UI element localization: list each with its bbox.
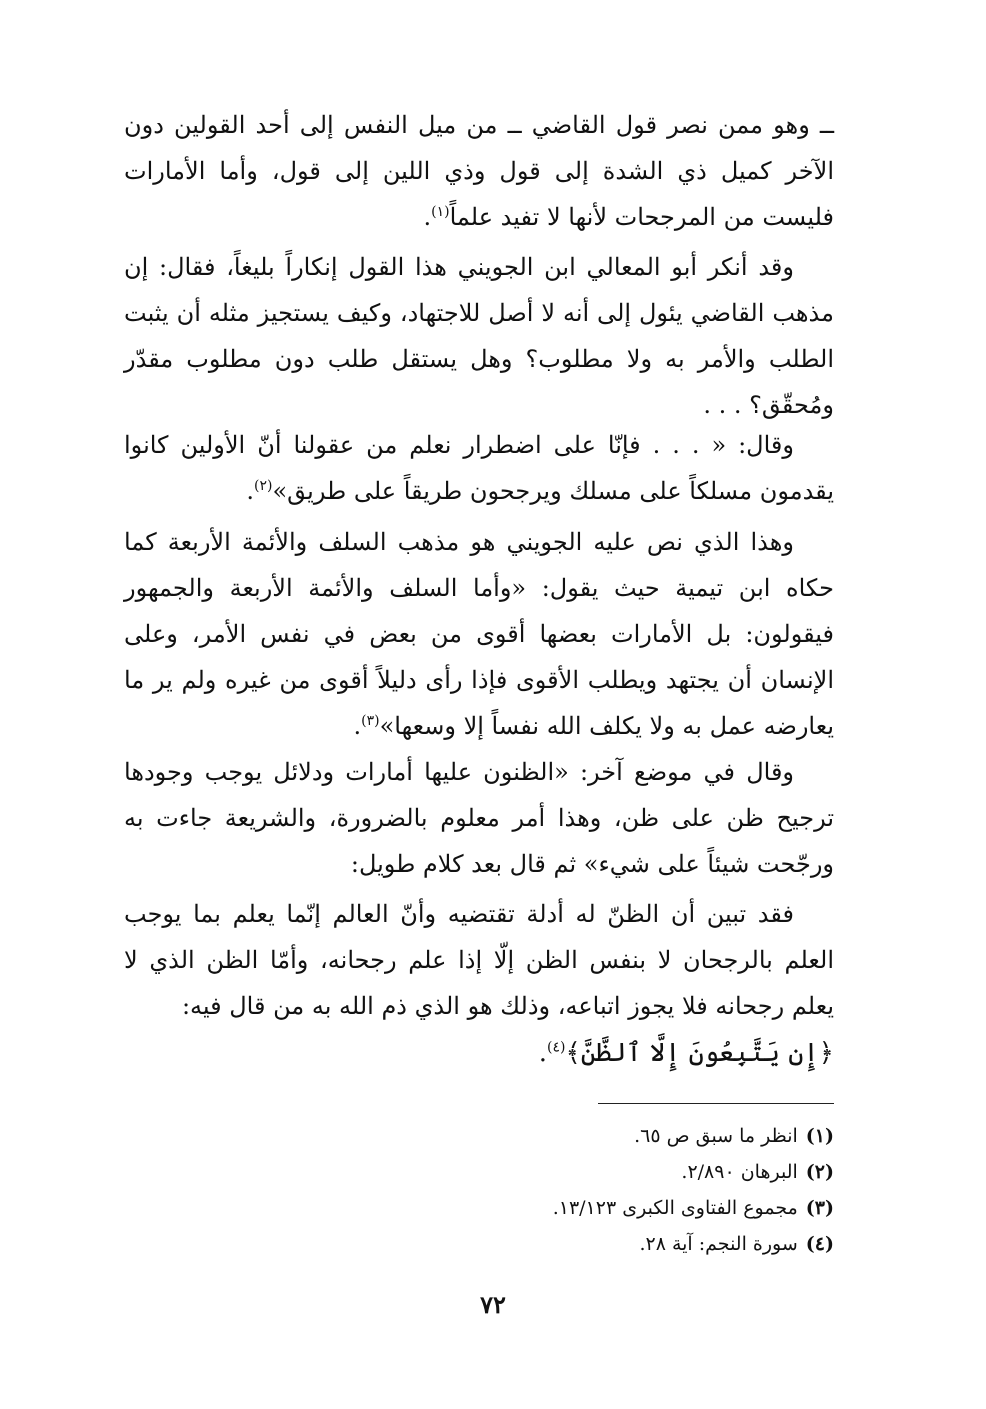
footnote-text: مجموع الفتاوى الكبرى ١٣/١٢٣.	[552, 1197, 798, 1219]
paragraph-text: فقد تبين أن الظنّ له أدلة تقتضيه وأنّ العالم إنّما يعلم بما يوجب العلم بالرجحان لا بنفس الظن إلّا إذا علم رجحانه، وأمّا الظن الذي لا يعلم رجحانه فلا يجوز اتباعه، وذلك هو الذي ذم الله به من قال فيه:	[124, 900, 834, 1020]
footnote-number: (٤)	[805, 1233, 834, 1255]
footnote-item	[334, 1118, 834, 1154]
paragraph-text: وقد أنكر أبو المعالي ابن الجويني هذا القول إنكاراً بليغاً، فقال: إن مذهب القاضي يئول إلى أنه لا أصل للاجتهاد، وكيف يستجيز مثله أن يثبت الطلب والأمر به ولا مطلوب؟ وهل يستقل طلب دون مطلوب مقدّر ومُحقّق؟ . . .	[124, 253, 834, 419]
footnote-ref[interactable]: (٤)	[546, 1039, 566, 1056]
footnote-ref[interactable]: (١)	[431, 204, 450, 220]
paragraph-1	[124, 102, 834, 240]
quran-verse	[539, 1030, 834, 1076]
footnote-separator	[598, 1103, 834, 1104]
footnote-text: انظر ما سبق ص ٦٥.	[634, 1125, 798, 1147]
paragraph-6	[124, 891, 834, 1029]
page-number: ٧٢	[480, 1290, 506, 1319]
paragraph-text: وقال في موضع آخر: «الظنون عليها أمارات ودلائل يوجب وجودها ترجيح ظن على ظن، وهذا أمر معلوم بالضرورة، والشريعة جاءت به ورجّحت شيئاً على شيء» ثم قال بعد كلام طويل:	[124, 758, 834, 878]
footnote-ref[interactable]: (٣)	[361, 713, 380, 729]
paragraph-end: .	[353, 712, 362, 740]
paragraph-2	[124, 244, 834, 428]
footnote-number: (٣)	[805, 1197, 834, 1219]
footnote-number: (١)	[805, 1125, 834, 1147]
paragraph-text: ــ وهو ممن نصر قول القاضي ــ من ميل النفس إلى أحد القولين دون الآخر كميل ذي الشدة إلى قول وذي اللين إلى قول، وأما الأمارات فليست من المرجحات لأنها لا تفيد علماً	[124, 111, 834, 231]
paragraph-4	[124, 519, 834, 749]
footnote-text: سورة النجم: آية ٢٨.	[639, 1233, 798, 1255]
paragraph-end: .	[246, 477, 255, 505]
paragraph-end: .	[423, 203, 432, 231]
paragraph-text: وهذا الذي نص عليه الجويني هو مذهب السلف والأئمة الأربعة كما حكاه ابن تيمية حيث يقول: «وأما السلف والأئمة الأربعة والجمهور فيقولون: بل الأمارات بعضها أقوى من بعض في نفس الأمر، وعلى الإنسان أن يجتهد ويطلب الأقوى فإذا رأى دليلاً أقوى من غيره ولم ير ما يعارضه عمل به ولا يكلف الله نفساً إلا وسعها»	[124, 528, 834, 740]
paragraph-text: وقال: « . . . فإنّا على اضطرار نعلم من عقولنا أنّ الأولين كانوا يقدمون مسلكاً على مسلك ويرجحون طريقاً على طريق»	[124, 431, 834, 505]
footnote-item	[334, 1190, 834, 1226]
footnote-number: (٢)	[805, 1161, 834, 1183]
footnote-item	[334, 1154, 834, 1190]
verse-text: ﴿إِن يَتَّبِعُونَ إِلَّا ٱلظَّنَّ﴾	[565, 1038, 834, 1068]
footnote-ref[interactable]: (٢)	[254, 478, 273, 494]
verse-end: .	[538, 1038, 547, 1068]
footnote-text: البرهان ٢/٨٩٠.	[681, 1161, 798, 1183]
footnotes	[334, 1118, 834, 1262]
footnote-item	[334, 1226, 834, 1262]
paragraph-5	[124, 749, 834, 887]
paragraph-3	[124, 422, 834, 514]
